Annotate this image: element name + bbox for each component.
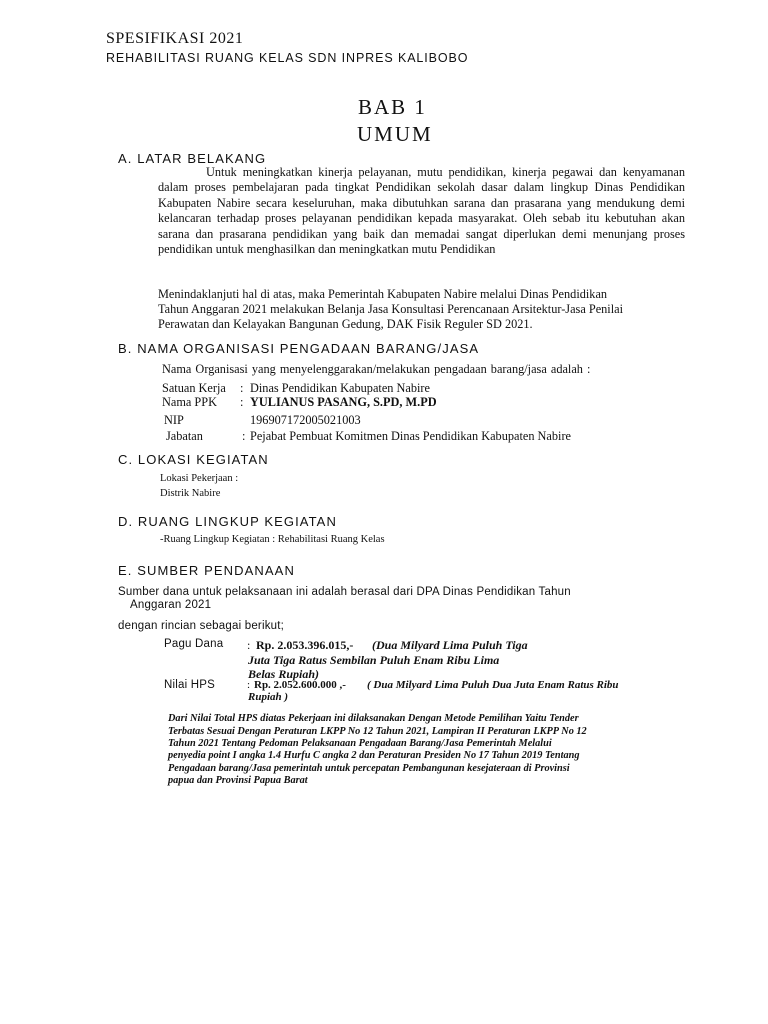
pagu-dana-words-line-2: Juta Tiga Ratus Sembilan Puluh Enam Ribu Lima (248, 653, 500, 667)
satuan-kerja-label: Satuan Kerja (162, 381, 226, 395)
pagu-dana-separator: : (247, 638, 251, 652)
source-line-2: Anggaran 2021 (130, 599, 212, 611)
lokasi-pekerjaan-value: Distrik Nabire (160, 488, 221, 499)
jabatan-label: Jabatan (166, 429, 203, 443)
section-c-heading: C. LOKASI KEGIATAN (118, 452, 269, 467)
section-a-paragraph-1-text: Untuk meningkatkan kinerja pelayanan, mutu pendidikan, kinerja pegawai dan kenyamanan dalam proses pembelajaran pada tingkat Pendidikan sekolah dasar dalam lingkup Dinas Pendidikan Kabupaten Nabire secara keseluruhan, maka dibutuhkan sarana dan prasarana yang mendukung demi kelancaran terhadap proses pelayanan pendidikan kepada masyarakat. Oleh sebab itu kebutuhan akan sarana dan prasarana pendidikan yang baik dan memadai sangat diperlukan demi menunjang proses pendidikan untuk menghasilkan dan meningkatkan mutu Pendidikan (158, 165, 685, 257)
pagu-dana-label: Pagu Dana (164, 638, 224, 650)
pagu-dana-words-line-3: Belas Rupiah) (248, 667, 320, 681)
nama-ppk-label: Nama PPK (162, 395, 217, 409)
nilai-hps-words-line-1: ( Dua Milyard Lima Puluh Dua Juta Enam Ratus Ribu (367, 679, 619, 691)
procurement-note-line-1: Dari Nilai Total HPS diatas Pekerjaan ini dilaksanakan Dengan Metode Pemilihan Yaitu Tender (168, 713, 579, 724)
section-a-paragraph-1 (158, 165, 685, 257)
section-a-paragraph-2-line-3: Perawatan dan Kelayakan Bangunan Gedung, DAK Fisik Reguler SD 2021. (158, 317, 533, 331)
chapter-name: UMUM (357, 122, 433, 146)
lokasi-pekerjaan-label: Lokasi Pekerjaan : (160, 473, 239, 484)
nilai-hps-separator: : (247, 679, 251, 691)
nilai-hps-amount: Rp. 2.052.600.000 ,- (254, 679, 346, 691)
section-a-heading: A. LATAR BELAKANG (118, 151, 267, 166)
procurement-note-line-3: Tahun 2021 Tentang Pedoman Pelaksanaan Pengadaan Barang/Jasa Pemerintah Melalui (168, 738, 552, 749)
satuan-kerja-value: Dinas Pendidikan Kabupaten Nabire (250, 381, 430, 395)
section-b-heading: B. NAMA ORGANISASI PENGADAAN BARANG/JASA (118, 341, 480, 356)
pagu-dana-words-line-1: (Dua Milyard Lima Puluh Tiga (372, 638, 528, 652)
section-a-paragraph-2-line-2: Tahun Anggaran 2021 melakukan Belanja Jasa Konsultasi Perencanaan Arsitektur-Jasa Penilai (158, 302, 624, 316)
document-title: SPESIFIKASI 2021 (106, 30, 244, 47)
nip-label: NIP (164, 413, 184, 427)
procurement-note-line-5: Pengadaan barang/Jasa pemerintah untuk percepatan Pembangunan kesejateraan di Provinsi (168, 763, 570, 774)
jabatan-value: Pejabat Pembuat Komitmen Dinas Pendidikan Kabupaten Nabire (250, 429, 572, 443)
jabatan-separator: : (242, 429, 246, 443)
procurement-note-line-2: Terbatas Sesuai Dengan Peraturan LKPP No 12 Tahun 2021, Lampiran II Peraturan LKPP No 12 (168, 726, 587, 737)
procurement-note-line-4: penyedia point I angka 1.4 Hurfu C angka 2 dan Peraturan Presiden No 17 Tahun 2019 Tentang (168, 750, 580, 761)
nilai-hps-label: Nilai HPS (164, 679, 216, 691)
nama-ppk-separator: : (240, 395, 244, 409)
section-a-paragraph-2-line-1: Menindaklanjuti hal di atas, maka Pemerintah Kabupaten Nabire melalui Dinas Pendidikan (158, 287, 608, 301)
section-b-intro: Nama Organisasi yang menyelenggarakan/melakukan pengadaan barang/jasa adalah : (162, 362, 591, 376)
section-d-heading: D. RUANG LINGKUP KEGIATAN (118, 514, 337, 529)
pagu-dana-amount: Rp. 2.053.396.015,- (256, 638, 354, 652)
document-subtitle: REHABILITASI RUANG KELAS SDN INPRES KALIBOBO (106, 51, 469, 65)
procurement-note-line-6: papua dan Provinsi Papua Barat (168, 775, 308, 786)
nip-value: 196907172005021003 (250, 413, 361, 427)
ruang-lingkup-text: -Ruang Lingkup Kegiatan : Rehabilitasi Ruang Kelas (160, 534, 385, 545)
nama-ppk-value: YULIANUS PASANG, S.PD, M.PD (250, 395, 437, 409)
details-intro: dengan rincian sebagai berikut; (118, 620, 285, 632)
source-line-1: Sumber dana untuk pelaksanaan ini adalah berasal dari DPA Dinas Pendidikan Tahun (118, 586, 571, 598)
nilai-hps-words-line-2: Rupiah ) (248, 691, 289, 703)
section-e-heading: E. SUMBER PENDANAAN (118, 563, 295, 578)
chapter-number: BAB 1 (358, 95, 427, 119)
satuan-kerja-separator: : (240, 381, 244, 395)
